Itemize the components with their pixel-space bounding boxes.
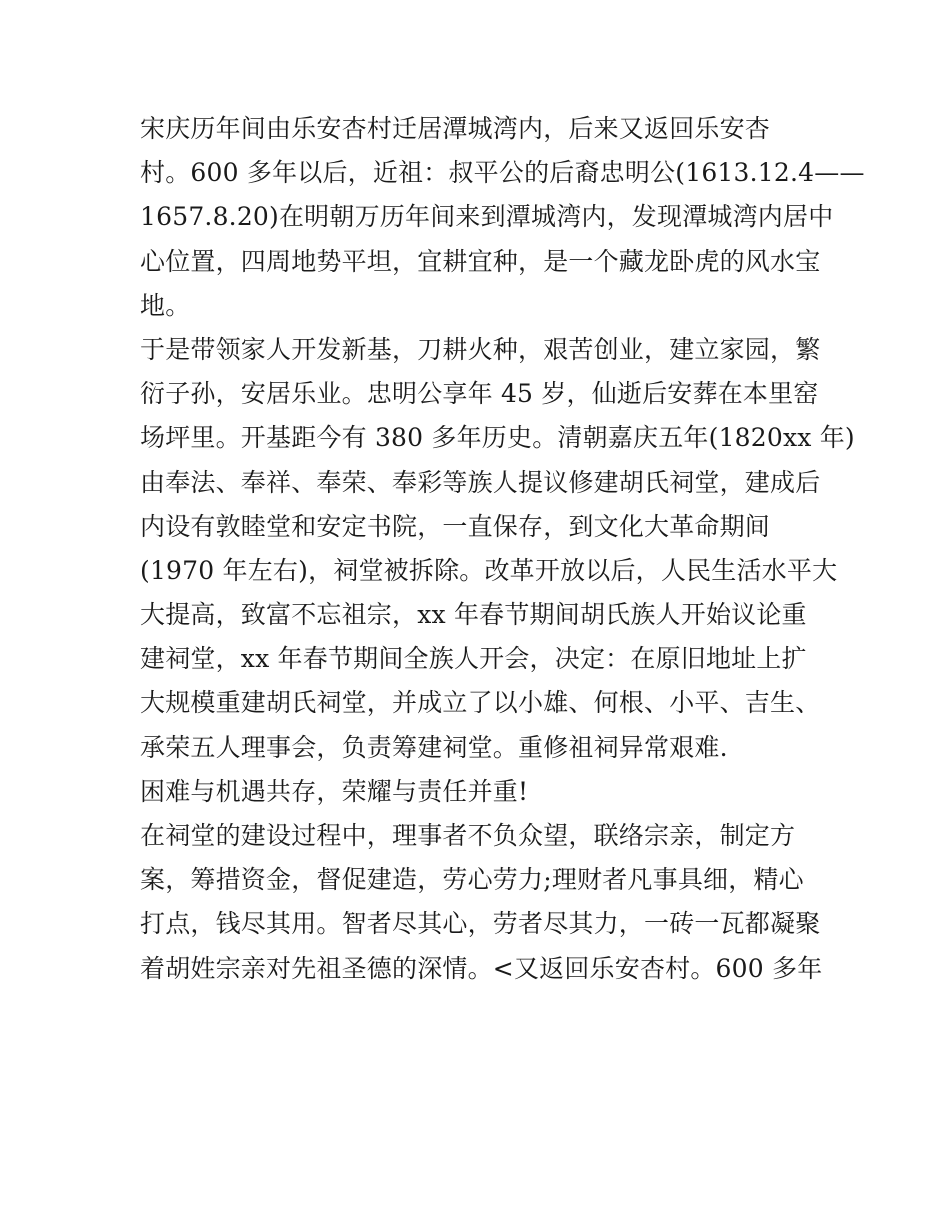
text-line: 地。 <box>140 290 191 320</box>
text-line: 困难与机遇共存，荣耀与责任并重! <box>140 776 529 806</box>
text-line: 在祠堂的建设过程中，理事者不负众望，联络宗亲，制定方 <box>140 821 796 850</box>
text-line: 打点，钱尽其用。智者尽其心，劳者尽其力，一砖一瓦都凝聚 <box>140 909 821 939</box>
text-line: 村。600 多年以后，近祖：叔平公的后裔忠明公(1613.12.4—— <box>140 158 865 188</box>
text-line: 于是带领家人开发新基，刀耕火种，艰苦创业，建立家园，繁 <box>140 334 821 364</box>
text-line: 着胡姓宗亲对先祖圣德的深情。<又返回乐安杏村。600 多年 <box>140 953 823 983</box>
text-line: 建祠堂，xx 年春节期间全族人开会，决定：在原旧地址上扩 <box>140 644 807 674</box>
text-line: 案，筹措资金，督促建造，劳心劳力;理财者凡事具细，精心 <box>140 865 804 895</box>
text-line: 大提高，致富不忘祖宗，xx 年春节期间胡氏族人开始议论重 <box>140 600 807 630</box>
text-line: 衍子孙，安居乐业。忠明公享年 45 岁，仙逝后安葬在本里窑 <box>140 379 819 409</box>
text-line: 心位置，四周地势平坦，宜耕宜种，是一个藏龙卧虎的风水宝 <box>140 246 821 276</box>
text-line: 宋庆历年间由乐安杏村迁居潭城湾内，后来又返回乐安杏 <box>140 114 771 143</box>
text-line: 场坪里。开基距今有 380 多年历史。清朝嘉庆五年(1820xx 年) <box>140 423 855 453</box>
text-line: 大规模重建胡氏祠堂，并成立了以小雄、何根、小平、吉生、 <box>140 688 821 718</box>
text-line: 内设有敦睦堂和安定书院，一直保存，到文化大革命期间 <box>140 511 771 541</box>
text-line: 承荣五人理事会，负责筹建祠堂。重修祖祠异常艰难. <box>140 732 728 762</box>
text-line: 1657.8.20)在明朝万历年间来到潭城湾内，发现潭城湾内居中 <box>140 202 834 232</box>
body-text <box>140 107 865 991</box>
text-line: 由奉法、奉祥、奉荣、奉彩等族人提议修建胡氏祠堂，建成后 <box>140 467 821 497</box>
text-line: (1970 年左右)，祠堂被拆除。改革开放以后，人民生活水平大 <box>140 555 838 585</box>
